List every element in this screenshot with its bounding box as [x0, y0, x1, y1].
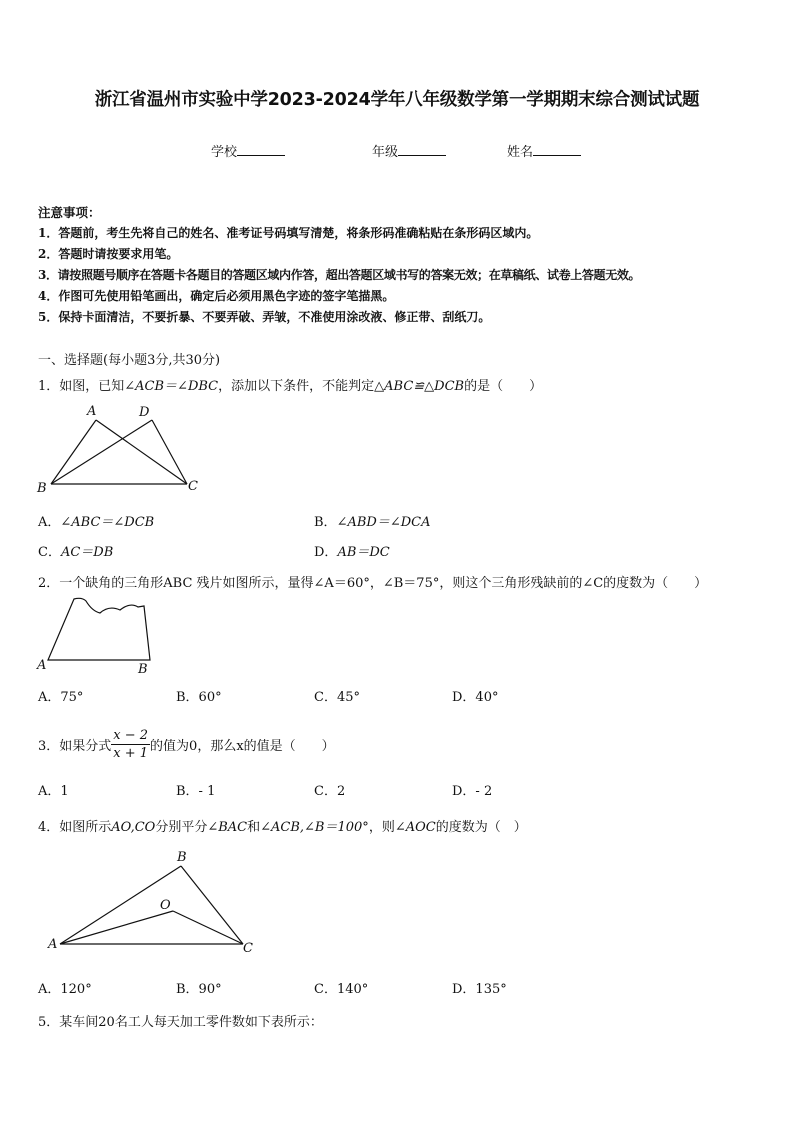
- q3-option-c[interactable]: C．2: [314, 784, 346, 799]
- label-b: B: [37, 481, 47, 496]
- label-d: D: [139, 405, 150, 420]
- label-a: A: [87, 404, 97, 419]
- note-item: 3．请按照题号顺序在答题卡各题目的答题区域内作答，超出答题区域书写的答案无效；在草稿纸、试卷上答题无效。: [38, 268, 641, 282]
- q1-option-a[interactable]: A．∠ABC＝∠DCB: [38, 515, 155, 530]
- q2-option-d[interactable]: D．40°: [452, 690, 499, 705]
- note-item: 5．保持卡面清洁，不要折暴、不要弄破、弄皱，不准使用涂改液、修正带、刮纸刀。: [38, 310, 491, 324]
- q4-figure: [40, 845, 270, 960]
- question-5: 5．某车间20名工人每天加工零件数如下表所示：: [38, 1015, 323, 1030]
- note-item: 1．答题前，考生先将自己的姓名、准考证号码填写清楚，将条形码准确粘贴在条形码区域内。: [38, 226, 539, 240]
- q4-option-c[interactable]: C．140°: [314, 982, 369, 997]
- q2-option-a[interactable]: A．75°: [38, 690, 84, 705]
- page-title: 浙江省温州市实验中学2023-2024学年八年级数学第一学期期末综合测试试题: [94, 90, 700, 110]
- q4-option-a[interactable]: A．120°: [38, 982, 92, 997]
- note-item: 4．作图可先使用铅笔画出，确定后必须用黑色字迹的签字笔描黑。: [38, 289, 395, 303]
- grade-label: 年级: [372, 145, 399, 160]
- math-expr: ∠ACB＝∠DBC: [124, 379, 219, 394]
- name-blank[interactable]: [533, 143, 581, 156]
- math-expr: AO,CO: [111, 820, 156, 835]
- name-label: 姓名: [507, 145, 534, 160]
- numerator: x − 2: [113, 727, 149, 743]
- school-field[interactable]: [211, 141, 285, 160]
- label-c: C: [243, 941, 253, 956]
- q4-option-d[interactable]: D．135°: [452, 982, 507, 997]
- question-2: 2．一个缺角的三角形ABC 残片如图所示，量得∠A＝60°，∠B＝75°，则这个三角形残缺前的∠C的度数为（ ）: [38, 576, 708, 591]
- name-field[interactable]: [507, 141, 581, 160]
- section-heading: 一、选择题(每小题3分,共30分): [38, 353, 221, 368]
- note-item: 2．答题时请按要求用笔。: [38, 247, 179, 261]
- q4-option-b[interactable]: B．90°: [176, 982, 222, 997]
- q1-figure: [34, 400, 204, 498]
- label-a: A: [48, 937, 58, 952]
- math-expr: ∠ACB,∠B＝100°: [260, 820, 369, 835]
- label-b: B: [177, 850, 187, 865]
- fraction: [111, 727, 150, 762]
- grade-blank[interactable]: [398, 143, 446, 156]
- q1-option-d[interactable]: D．AB＝DC: [314, 545, 390, 560]
- question-3: 3．如果分式 $\frac{x - 2}{x + 1}$ 的值为0，那么x的值是（ ）: [38, 727, 335, 761]
- math-expr: ∠AOC: [394, 820, 436, 835]
- q3-option-a[interactable]: A．1: [38, 784, 69, 799]
- q1-option-c[interactable]: C．AC＝DB: [38, 545, 114, 560]
- math-expr: ∠BAC: [207, 820, 248, 835]
- q2-option-c[interactable]: C．45°: [314, 690, 360, 705]
- notes-heading: 注意事项：: [38, 205, 101, 220]
- label-o: O: [160, 898, 171, 913]
- q3-option-b[interactable]: B．- 1: [176, 784, 216, 799]
- q2-option-b[interactable]: B．60°: [176, 690, 222, 705]
- q2-figure: [34, 593, 154, 677]
- label-b: B: [138, 662, 148, 677]
- label-c: C: [188, 479, 198, 494]
- math-expr: △ABC≌△DCB: [374, 379, 465, 394]
- grade-field[interactable]: [372, 141, 446, 160]
- q1-option-b[interactable]: B．∠ABD＝∠DCA: [314, 515, 431, 530]
- school-blank[interactable]: [237, 143, 285, 156]
- denominator: x + 1: [113, 745, 149, 761]
- question-4: 4．如图所示AO,CO分别平分∠BAC和∠ACB,∠B＝100°，则∠AOC的度数为（ ）: [38, 820, 527, 835]
- question-1: 1．如图，已知∠ACB＝∠DBC，添加以下条件，不能判定△ABC≌△DCB的是（ ）: [38, 379, 543, 394]
- label-a: A: [37, 658, 47, 673]
- q3-option-d[interactable]: D．- 2: [452, 784, 493, 799]
- school-label: 学校: [211, 145, 238, 160]
